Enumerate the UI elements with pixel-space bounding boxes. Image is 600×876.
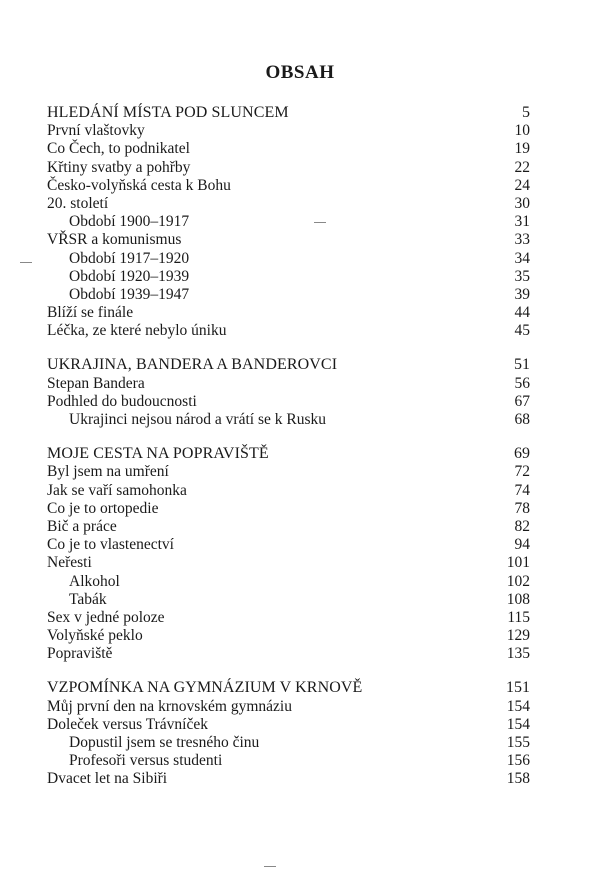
toc-entry bbox=[47, 463, 530, 481]
toc-entry bbox=[47, 213, 530, 231]
toc-page-number: 30 bbox=[514, 194, 530, 212]
toc-entry bbox=[47, 770, 530, 788]
toc-page-number: 31 bbox=[514, 213, 530, 231]
toc-entry bbox=[47, 500, 530, 518]
toc-entry bbox=[47, 591, 530, 609]
toc-entry-title: VZPOMÍNKA NA GYMNÁZIUM V KRNOVĚ bbox=[47, 679, 363, 697]
toc-entry bbox=[47, 304, 530, 322]
toc-page-number: 151 bbox=[506, 679, 530, 697]
scan-mark bbox=[20, 262, 32, 263]
toc-page-number: 51 bbox=[514, 356, 530, 374]
toc-entry bbox=[47, 554, 530, 572]
toc-entry-title: Sex v jedné poloze bbox=[47, 608, 165, 626]
toc-entry bbox=[47, 159, 530, 177]
toc-entry bbox=[47, 375, 530, 393]
toc-page-number: 10 bbox=[514, 122, 530, 140]
toc-page-number: 94 bbox=[514, 536, 530, 554]
toc-entry bbox=[47, 482, 530, 500]
toc-section bbox=[47, 104, 530, 340]
toc-entry bbox=[47, 195, 530, 213]
toc-page-number: 44 bbox=[514, 304, 530, 322]
toc-entry-title: Dopustil jsem se tresného činu bbox=[69, 734, 260, 751]
toc-entry-title: VŘSR a komunismus bbox=[47, 231, 182, 249]
toc-page-number: 108 bbox=[506, 590, 530, 608]
toc-page-number: 39 bbox=[514, 285, 530, 303]
toc-entry bbox=[47, 752, 530, 770]
toc-entry-title: Období 1939–1947 bbox=[69, 285, 190, 303]
toc-entry-title: Dvacet let na Sibiři bbox=[47, 770, 168, 788]
toc-chapter-heading bbox=[47, 356, 530, 374]
toc-entry bbox=[47, 536, 530, 554]
toc-section bbox=[47, 356, 530, 429]
toc-entry-title: Období 1920–1939 bbox=[69, 267, 190, 285]
toc-entry-title: Podhled do budoucnosti bbox=[47, 392, 197, 410]
toc-page-number: 154 bbox=[506, 715, 530, 733]
toc-entry bbox=[47, 518, 530, 536]
toc-page-number: 24 bbox=[514, 176, 530, 194]
toc-entry bbox=[47, 122, 530, 140]
toc-page-number: 45 bbox=[514, 322, 530, 340]
toc-page-number: 19 bbox=[514, 140, 530, 158]
toc-page-number: 101 bbox=[506, 554, 530, 572]
toc-entry-title: Ukrajinci nejsou národ a vrátí se k Rusku bbox=[69, 411, 326, 428]
toc-entry-title: Bič a práce bbox=[47, 517, 117, 535]
toc-section bbox=[47, 445, 530, 663]
toc-chapter-heading bbox=[47, 445, 530, 463]
toc-entry-title: Co Čech, to podnikatel bbox=[47, 140, 190, 158]
toc-entry bbox=[47, 627, 530, 645]
toc-entry-title: 20. století bbox=[47, 194, 109, 212]
toc-chapter-heading bbox=[47, 104, 530, 122]
toc-page-number: 67 bbox=[514, 392, 530, 410]
toc-entry bbox=[47, 698, 530, 716]
toc-page-number: 155 bbox=[506, 734, 530, 751]
toc-entry bbox=[47, 734, 530, 752]
toc-entry bbox=[47, 609, 530, 627]
toc-page-number: 154 bbox=[506, 697, 530, 715]
toc-entry bbox=[47, 286, 530, 304]
toc-page-number: 74 bbox=[514, 481, 530, 499]
toc-page-number: 72 bbox=[514, 463, 530, 481]
toc-entry-title: Popraviště bbox=[47, 645, 113, 663]
toc-entry bbox=[47, 177, 530, 195]
toc-page-number: 22 bbox=[514, 158, 530, 176]
toc-page-number: 69 bbox=[514, 445, 530, 463]
toc-page-number: 135 bbox=[506, 645, 530, 663]
toc-page-number: 82 bbox=[514, 517, 530, 535]
toc-entry-title: Profesoři versus studenti bbox=[69, 752, 223, 770]
toc-entry bbox=[47, 231, 530, 249]
scan-mark bbox=[314, 222, 326, 223]
toc-entry bbox=[47, 140, 530, 158]
toc-entry bbox=[47, 411, 530, 429]
toc-entry-title: Alkohol bbox=[69, 572, 120, 590]
toc-entry bbox=[47, 573, 530, 591]
toc-page-number: 129 bbox=[506, 627, 530, 645]
toc-entry-title: UKRAJINA, BANDERA A BANDEROVCI bbox=[47, 356, 338, 374]
toc-entry bbox=[47, 716, 530, 734]
toc-entry-title: První vlaštovky bbox=[47, 122, 145, 140]
toc-entry-title: Období 1900–1917 bbox=[69, 213, 190, 231]
toc-page-number: 78 bbox=[514, 499, 530, 517]
toc-entry-title: Neřesti bbox=[47, 554, 92, 572]
toc-entry-title: Můj první den na krnovském gymnáziu bbox=[47, 697, 292, 715]
toc-entry-title: Volyňské peklo bbox=[47, 627, 143, 645]
toc-entry-title: Jak se vaří samohonka bbox=[47, 481, 187, 499]
toc-page-number: 102 bbox=[506, 572, 530, 590]
toc-entry bbox=[47, 645, 530, 663]
toc-page-number: 5 bbox=[522, 104, 530, 121]
toc-page-number: 156 bbox=[506, 752, 530, 770]
toc-page-number: 115 bbox=[507, 608, 530, 626]
toc-entry-title: Blíží se finále bbox=[47, 304, 134, 322]
toc-page-number: 34 bbox=[514, 249, 530, 267]
toc-entry bbox=[47, 250, 530, 268]
toc-entry-title: Léčka, ze které nebylo úniku bbox=[47, 322, 227, 340]
page-title: OBSAH bbox=[265, 62, 335, 83]
toc-page-number: 158 bbox=[506, 770, 530, 788]
toc-page-number: 68 bbox=[514, 411, 530, 428]
toc-entry-title: Období 1917–1920 bbox=[69, 249, 190, 267]
toc-entry-title: Stepan Bandera bbox=[47, 374, 145, 392]
toc-entry-title: HLEDÁNÍ MÍSTA POD SLUNCEM bbox=[47, 104, 289, 121]
toc-entry-title: Křtiny svatby a pohřby bbox=[47, 158, 191, 176]
toc-entry-title: Tabák bbox=[69, 590, 107, 608]
toc-entry-title: Byl jsem na umření bbox=[47, 463, 169, 481]
toc-page-number: 56 bbox=[514, 374, 530, 392]
scan-mark bbox=[264, 866, 276, 867]
toc-entry-title: Doleček versus Trávníček bbox=[47, 715, 208, 733]
toc-section bbox=[47, 679, 530, 788]
toc-page-number: 33 bbox=[514, 231, 530, 249]
toc-entry-title: MOJE CESTA NA POPRAVIŠTĚ bbox=[47, 445, 269, 463]
toc-entry-title: Co je to ortopedie bbox=[47, 499, 159, 517]
toc-entry bbox=[47, 322, 530, 340]
toc-entry bbox=[47, 268, 530, 286]
toc-entry-title: Česko-volyňská cesta k Bohu bbox=[47, 176, 231, 194]
toc-entry bbox=[47, 393, 530, 411]
table-of-contents bbox=[47, 104, 530, 805]
toc-chapter-heading bbox=[47, 679, 530, 697]
toc-page-number: 35 bbox=[514, 267, 530, 285]
toc-entry-title: Co je to vlastenectví bbox=[47, 536, 174, 554]
